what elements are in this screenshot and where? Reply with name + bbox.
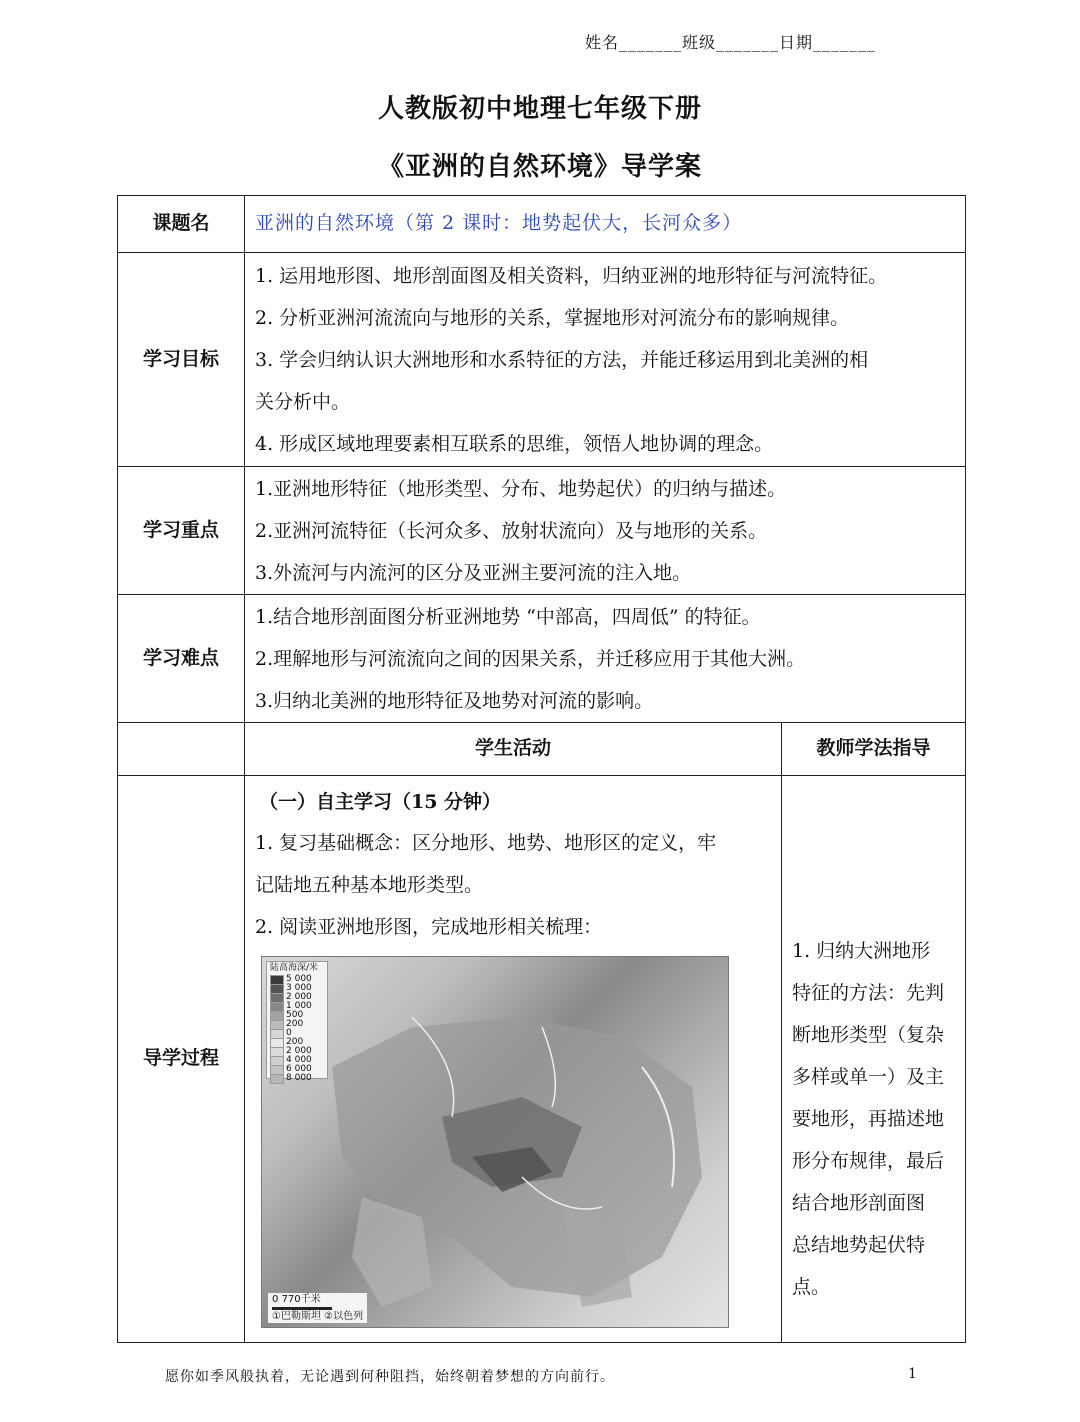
goal-item: 3. 学会归纳认识大洲地形和水系特征的方法，并能迁移运用到北美洲的相: [255, 348, 869, 371]
teacher-guidance-header: 教师学法指导: [782, 723, 966, 776]
legend-value: 3 000: [286, 983, 312, 993]
legend-title: 陆高海深/米: [270, 963, 319, 973]
footer-motto: 愿你如季风般执着，无论遇到何种阻挡，始终朝着梦想的方向前行。: [165, 1369, 615, 1385]
difficulties-row: [118, 595, 966, 723]
date-label: 日期: [779, 33, 814, 52]
map-scale: [268, 1293, 367, 1323]
guidance-line: 断地形类型（复杂: [792, 1024, 945, 1046]
guidance-line: 结合地形剖面图: [792, 1192, 926, 1214]
topic-row: [118, 196, 966, 253]
guidance-line: 总结地势起伏特: [792, 1234, 926, 1256]
goals-label: 学习目标: [118, 253, 245, 467]
goal-item: 4. 形成区域地理要素相互联系的思维，领悟人地协调的理念。: [255, 432, 774, 455]
column-header-row: [118, 723, 966, 776]
activity-line: 1. 复习基础概念：区分地形、地势、地形区的定义，牢: [255, 832, 717, 854]
key-points-content: [245, 467, 966, 595]
class-label: 班级: [682, 33, 717, 52]
difficulty-item: 2.理解地形与河流流向之间的因果关系，并迁移应用于其他大洲。: [255, 647, 806, 670]
topic-value: 亚洲的自然环境（第 2 课时：地势起伏大，长河众多）: [245, 196, 966, 253]
guidance-line: 要地形，再描述地: [792, 1108, 945, 1130]
name-blank[interactable]: _______: [619, 33, 683, 52]
goals-row: [118, 253, 966, 467]
legend-row: [270, 1074, 324, 1083]
goals-content: [245, 253, 966, 467]
activity-line: 2. 阅读亚洲地形图，完成地形相关梳理：: [255, 916, 603, 938]
difficulties-content: [245, 595, 966, 723]
difficulties-label: 学习难点: [118, 595, 245, 723]
guidance-line: 多样或单一）及主: [792, 1066, 945, 1088]
goal-item: 关分析中。: [255, 390, 351, 413]
lesson-plan-table: [117, 195, 966, 1343]
section-title: （一）自主学习（15 分钟）: [259, 791, 502, 813]
legend-value: 2 000: [286, 992, 312, 1002]
guidance-line: 形分布规律，最后: [792, 1150, 945, 1172]
activity-line: 记陆地五种基本地形类型。: [255, 874, 484, 896]
student-info-line: [585, 30, 876, 53]
date-blank[interactable]: _______: [813, 33, 877, 52]
goal-item: 2. 分析亚洲河流流向与地形的关系，掌握地形对河流分布的影响规律。: [255, 306, 850, 329]
legend-value: 4 000: [286, 1055, 312, 1065]
guidance-line: 1. 归纳大洲地形: [792, 940, 931, 962]
legend-value: 0: [286, 1028, 292, 1038]
class-blank[interactable]: _______: [716, 33, 780, 52]
document-subtitle: 《亚洲的自然环境》导学案: [377, 152, 702, 182]
asia-topographic-map: [261, 956, 729, 1328]
legend-value: 8 000: [286, 1073, 312, 1083]
page-number: 1: [908, 1366, 917, 1382]
key-points-label: 学习重点: [118, 467, 245, 595]
key-point-item: 3.外流河与内流河的区分及亚洲主要河流的注入地。: [255, 561, 692, 584]
process-row: [118, 776, 966, 1343]
legend-value: 200: [286, 1037, 304, 1047]
scale-label: 770千米: [281, 1294, 321, 1305]
process-label: 导学过程: [118, 776, 245, 1343]
difficulty-item: 1.结合地形剖面图分析亚洲地势 “中部高，四周低” 的特征。: [255, 605, 761, 628]
document-title: 人教版初中地理七年级下册: [377, 94, 702, 124]
difficulty-item: 3.归纳北美洲的地形特征及地势对河流的影响。: [255, 689, 654, 712]
scale-zero: 0: [272, 1294, 279, 1305]
name-label: 姓名: [585, 33, 620, 52]
map-legend: [266, 961, 328, 1083]
legend-value: 6 000: [286, 1064, 312, 1074]
topic-label: 课题名: [118, 196, 245, 253]
legend-value: 1 000: [286, 1001, 312, 1011]
legend-value: 200: [286, 1019, 304, 1029]
scale-bar: [272, 1307, 332, 1310]
goal-item: 1. 运用地形图、地形剖面图及相关资料，归纳亚洲的地形特征与河流特征。: [255, 264, 888, 287]
key-point-item: 1.亚洲地形特征（地形类型、分布、地势起伏）的归纳与描述。: [255, 477, 787, 500]
legend-value: 500: [286, 1010, 304, 1020]
key-points-row: [118, 467, 966, 595]
teacher-guidance-cell: [782, 776, 966, 1343]
guidance-line: 特征的方法：先判: [792, 982, 945, 1004]
student-activity-cell: [245, 776, 782, 1343]
guidance-line: 点。: [792, 1276, 831, 1298]
map-terrain: [262, 957, 728, 1327]
key-point-item: 2.亚洲河流特征（长河众多、放射状流向）及与地形的关系。: [255, 519, 768, 542]
empty-header-cell: [118, 723, 245, 776]
scale-note: ①巴勒斯坦 ②以色列: [272, 1310, 364, 1322]
legend-value: 5 000: [286, 974, 312, 984]
legend-value: 2 000: [286, 1046, 312, 1056]
student-activity-header: 学生活动: [245, 723, 782, 776]
